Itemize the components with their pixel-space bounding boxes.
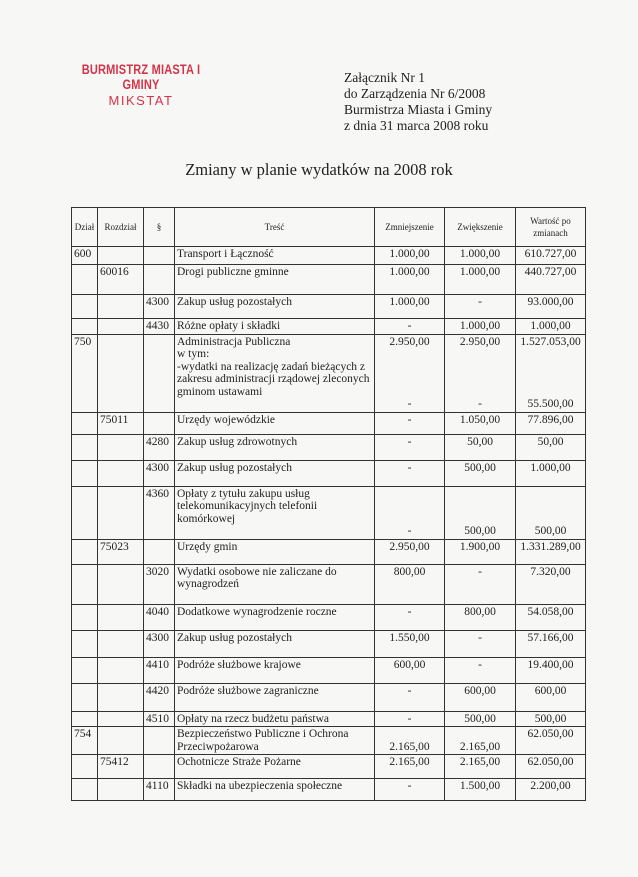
table-row [72,630,586,657]
cell-zwiekszenie: - [445,657,516,683]
cell-tresc: Składki na ubezpieczenia społeczne [175,779,375,801]
cell-wartosc: 19.400,00 [516,657,586,683]
cell-dzial: 754 [72,727,98,755]
cell-zmniejszenie: 2.950,00 [375,539,445,564]
cell-tresc: Zakup usług pozostałych [175,460,375,486]
cell-wartosc: 1.527.053,00 55.500,00 [516,334,586,412]
cell-dzial [72,564,98,604]
cell-rozdzial [98,434,144,460]
cell-rozdzial [98,727,144,755]
cell-tresc: Ochotnicze Straże Pożarne [175,755,375,779]
annex-line: do Zarządzenia Nr 6/2008 [344,86,486,101]
cell-zwiekszenie: 500,00 [445,486,516,539]
cell-tresc: Bezpieczeństwo Publiczne i Ochrona Przeciwpożarowa [175,727,375,755]
cell-wartosc: 50,00 [516,434,586,460]
cell-zmniejszenie: 600,00 [375,657,445,683]
cell-dzial [72,295,98,319]
cell-zwiekszenie: 1.500,00 [445,779,516,801]
cell-zwiekszenie: - [445,295,516,319]
header-zmniejszenie: Zmniejszenie [375,208,445,247]
cell-paragraf: 4420 [144,683,175,711]
cell-zwiekszenie: 1.000,00 [445,247,516,265]
cell-wartosc: 62.050,00 [516,755,586,779]
cell-rozdzial [98,486,144,539]
table-row [72,265,586,295]
expenditure-table [71,207,586,801]
cell-tresc: Drogi publiczne gminne [175,265,375,295]
cell-rozdzial [98,460,144,486]
cell-zmniejszenie: - [375,434,445,460]
cell-paragraf: 4300 [144,630,175,657]
cell-wartosc: 1.331.289,00 [516,539,586,564]
cell-wartosc: 57.166,00 [516,630,586,657]
cell-rozdzial [98,683,144,711]
cell-dzial [72,755,98,779]
cell-wartosc: 77.896,00 [516,412,586,434]
cell-zwiekszenie: 1.000,00 [445,319,516,335]
cell-paragraf: 4510 [144,711,175,727]
cell-zmniejszenie: 1.550,00 [375,630,445,657]
cell-paragraf: 4110 [144,779,175,801]
cell-zwiekszenie: 2.165,00 [445,755,516,779]
cell-tresc: Transport i Łączność [175,247,375,265]
cell-zwiekszenie: - [445,564,516,604]
cell-rozdzial [98,564,144,604]
cell-dzial [72,412,98,434]
cell-wartosc: 62.050,00 [516,727,586,755]
cell-dzial [72,265,98,295]
table-header-row [72,208,586,247]
cell-paragraf: 4410 [144,657,175,683]
cell-tresc: Urzędy wojewódzkie [175,412,375,434]
table-row [72,412,586,434]
table-row [72,779,586,801]
header-dzial: Dział [72,208,98,247]
cell-paragraf [144,247,175,265]
cell-paragraf: 4040 [144,604,175,630]
header-paragraf: § [144,208,175,247]
stamp-line1: BURMISTRZ MIASTA I GMINY [81,62,201,93]
cell-paragraf [144,727,175,755]
cell-zwiekszenie: - [445,630,516,657]
cell-rozdzial: 75023 [98,539,144,564]
cell-rozdzial [98,319,144,335]
cell-paragraf [144,265,175,295]
cell-rozdzial [98,247,144,265]
cell-wartosc: 1.000,00 [516,460,586,486]
cell-zmniejszenie: - [375,486,445,539]
cell-dzial [72,630,98,657]
cell-zmniejszenie: - [375,460,445,486]
cell-zmniejszenie: 2.950,00 - [375,334,445,412]
cell-wartosc: 93.000,00 [516,295,586,319]
cell-rozdzial: 75011 [98,412,144,434]
cell-wartosc: 500,00 [516,486,586,539]
cell-dzial [72,486,98,539]
cell-wartosc: 440.727,00 [516,265,586,295]
cell-tresc: Zakup usług zdrowotnych [175,434,375,460]
cell-paragraf: 4300 [144,295,175,319]
cell-dzial [72,460,98,486]
cell-zwiekszenie: 1.050,00 [445,412,516,434]
cell-dzial [72,711,98,727]
cell-paragraf [144,755,175,779]
annex-line: Burmistrza Miasta i Gminy [344,102,493,117]
table-row [72,334,586,412]
cell-paragraf: 4360 [144,486,175,539]
cell-wartosc: 500,00 [516,711,586,727]
cell-dzial [72,604,98,630]
table-row [72,539,586,564]
cell-rozdzial [98,334,144,412]
cell-rozdzial [98,295,144,319]
cell-paragraf: 4280 [144,434,175,460]
cell-zmniejszenie: - [375,319,445,335]
cell-tresc: Administracja Publiczna w tym: -wydatki na realizację zadań bieżących z zakresu administracji rządowej zleconych gminom ustawami [175,334,375,412]
table-row [72,460,586,486]
cell-tresc: Dodatkowe wynagrodzenie roczne [175,604,375,630]
cell-wartosc: 54.058,00 [516,604,586,630]
cell-zmniejszenie: 800,00 [375,564,445,604]
cell-tresc: Różne opłaty i składki [175,319,375,335]
table-row [72,657,586,683]
cell-zwiekszenie: 2.950,00 - [445,334,516,412]
cell-zmniejszenie: 1.000,00 [375,295,445,319]
cell-rozdzial [98,604,144,630]
table-row [72,683,586,711]
cell-tresc: Zakup usług pozostałych [175,295,375,319]
cell-tresc: Podróże służbowe zagraniczne [175,683,375,711]
cell-paragraf: 4300 [144,460,175,486]
cell-zwiekszenie: 1.000,00 [445,265,516,295]
cell-tresc: Opłaty na rzecz budżetu państwa [175,711,375,727]
cell-zwiekszenie: 600,00 [445,683,516,711]
cell-dzial: 750 [72,334,98,412]
cell-zwiekszenie: 800,00 [445,604,516,630]
cell-zmniejszenie: 1.000,00 [375,265,445,295]
cell-wartosc: 7.320,00 [516,564,586,604]
cell-zwiekszenie: 500,00 [445,460,516,486]
table-row [72,564,586,604]
cell-dzial [72,683,98,711]
cell-zmniejszenie: - [375,604,445,630]
cell-rozdzial [98,779,144,801]
header-rozdzial: Rozdział [98,208,144,247]
cell-dzial: 600 [72,247,98,265]
cell-paragraf [144,539,175,564]
header-zwiekszenie: Zwiększenie [445,208,516,247]
cell-zmniejszenie: - [375,412,445,434]
cell-zmniejszenie: 2.165,00 [375,727,445,755]
cell-rozdzial [98,711,144,727]
document-title: Zmiany w planie wydatków na 2008 rok [185,160,453,179]
cell-wartosc: 600,00 [516,683,586,711]
cell-tresc: Wydatki osobowe nie zaliczane do wynagrodzeń [175,564,375,604]
cell-paragraf: 4430 [144,319,175,335]
table-row [72,295,586,319]
cell-dzial [72,434,98,460]
cell-rozdzial: 60016 [98,265,144,295]
cell-zmniejszenie: 1.000,00 [375,247,445,265]
cell-wartosc: 610.727,00 [516,247,586,265]
cell-paragraf [144,334,175,412]
cell-zwiekszenie: 2.165,00 [445,727,516,755]
annex-line: z dnia 31 marca 2008 roku [344,118,489,133]
table-row [72,247,586,265]
cell-rozdzial [98,630,144,657]
cell-zmniejszenie: - [375,779,445,801]
table-row [72,604,586,630]
cell-dzial [72,779,98,801]
header-tresc: Treść [175,208,375,247]
cell-tresc: Podróże służbowe krajowe [175,657,375,683]
table-row [72,434,586,460]
cell-rozdzial: 75412 [98,755,144,779]
table-row [72,755,586,779]
cell-zwiekszenie: 500,00 [445,711,516,727]
table-row [72,711,586,727]
header-wartosc: Wartość po zmianach [516,208,586,247]
cell-tresc: Opłaty z tytułu zakupu usług telekomunikacyjnych telefonii komórkowej [175,486,375,539]
table-row [72,486,586,539]
cell-dzial [72,657,98,683]
cell-rozdzial [98,657,144,683]
cell-tresc: Urzędy gmin [175,539,375,564]
cell-dzial [72,319,98,335]
cell-paragraf [144,412,175,434]
cell-paragraf: 3020 [144,564,175,604]
stamp-line2: MIKSTAT [108,93,174,109]
annex-header [344,70,492,134]
cell-zmniejszenie: - [375,683,445,711]
cell-zmniejszenie: 2.165,00 [375,755,445,779]
annex-line: Załącznik Nr 1 [344,70,425,85]
table-row [72,727,586,755]
cell-zwiekszenie: 50,00 [445,434,516,460]
cell-zmniejszenie: - [375,711,445,727]
cell-dzial [72,539,98,564]
table-row [72,319,586,335]
cell-wartosc: 1.000,00 [516,319,586,335]
cell-tresc: Zakup usług pozostałych [175,630,375,657]
stamp [66,62,216,109]
cell-wartosc: 2.200,00 [516,779,586,801]
cell-zwiekszenie: 1.900,00 [445,539,516,564]
